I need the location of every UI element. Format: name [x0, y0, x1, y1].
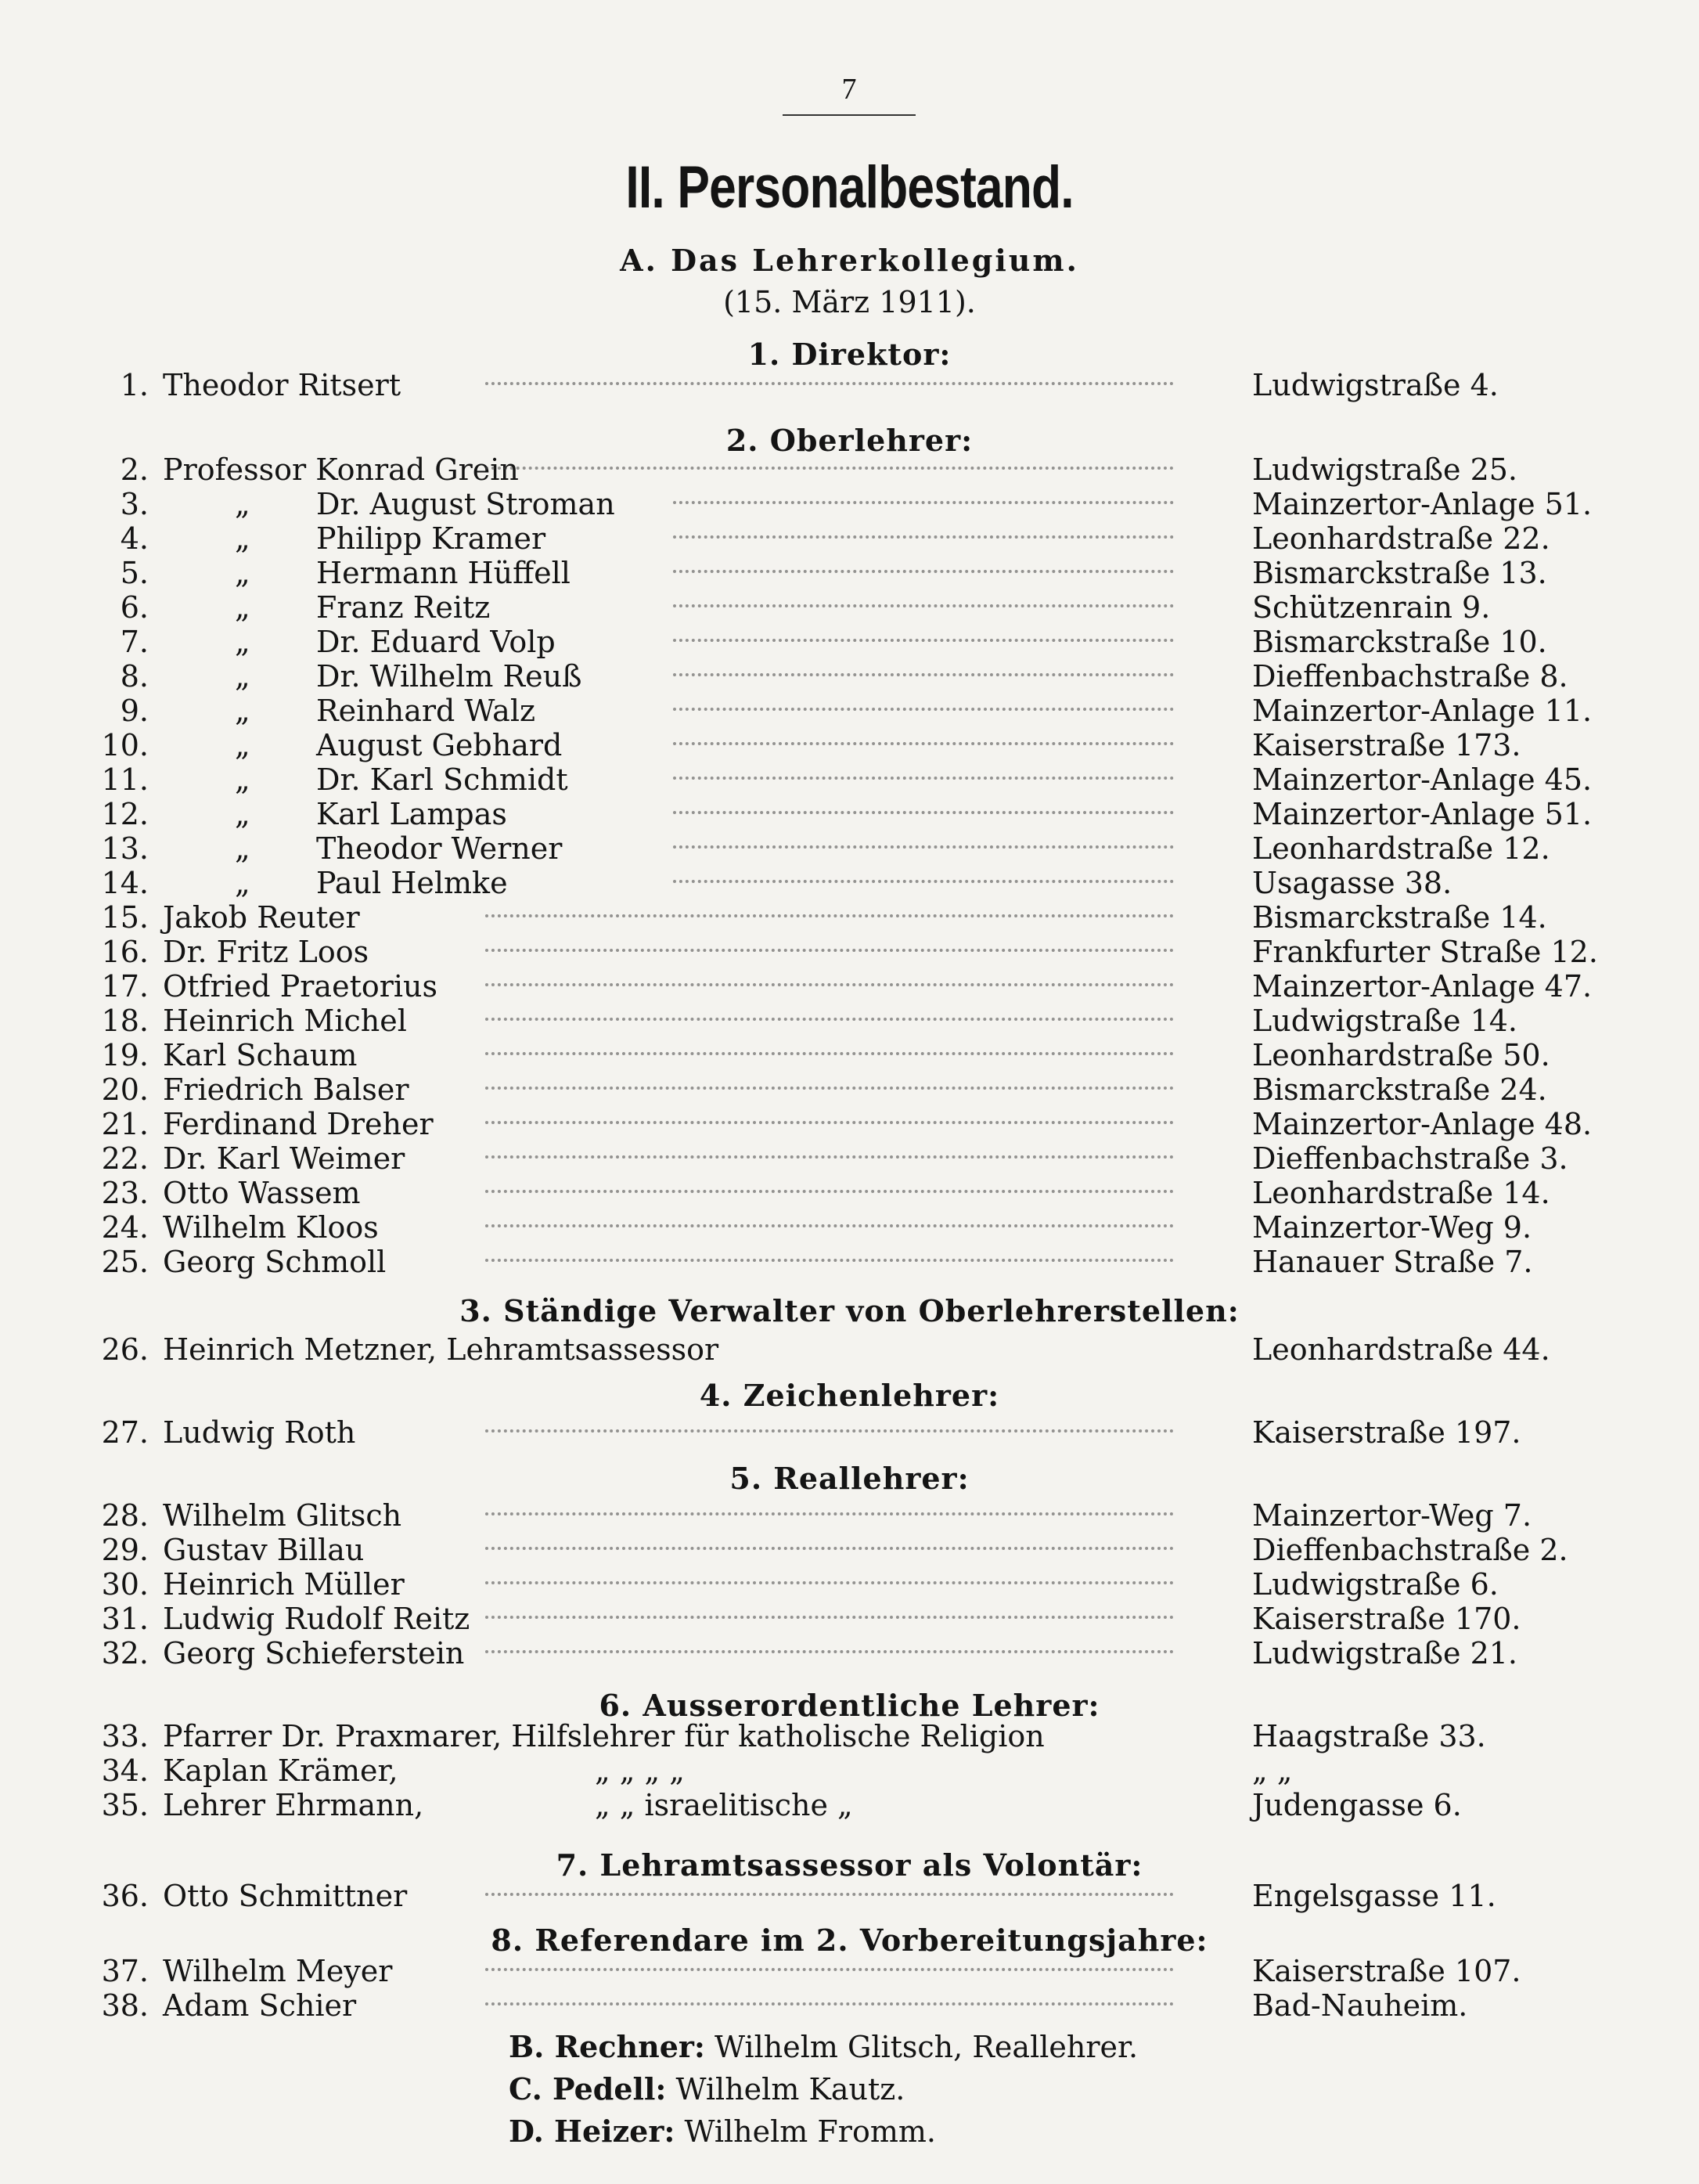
dot-leader	[673, 639, 1174, 642]
entry-address: Dieffenbachstraße 3.	[1252, 1141, 1568, 1176]
entry-name: Friedrich Balser	[163, 1072, 409, 1107]
entry-name: Philipp Kramer	[316, 521, 546, 556]
dot-leader	[485, 1893, 1174, 1896]
footer-line	[509, 2029, 1138, 2064]
entry-number: 26.	[101, 1332, 149, 1367]
roster-row	[0, 1567, 1699, 1602]
entry-name: Wilhelm Glitsch	[163, 1498, 402, 1533]
roster-row	[0, 900, 1699, 935]
dot-leader	[673, 535, 1174, 539]
roster-row	[0, 1072, 1699, 1107]
section-heading: 8. Referendare im 2. Vorbereitungsjahre:	[491, 1923, 1208, 1958]
entry-number: 35.	[101, 1788, 149, 1822]
entry-number: 15.	[101, 900, 149, 935]
entry-name: Professor Konrad Grein	[163, 452, 519, 487]
entry-name: Heinrich Michel	[163, 1004, 407, 1038]
roster-row	[0, 1788, 1699, 1822]
entry-number: 23.	[101, 1176, 149, 1210]
roster-row	[0, 935, 1699, 969]
ditto-mark: „	[235, 797, 250, 831]
entry-number: 10.	[101, 728, 149, 762]
entry-name: Otto Schmittner	[163, 1879, 408, 1913]
roster-row	[0, 1141, 1699, 1176]
dot-leader	[673, 570, 1174, 573]
roster-row	[0, 866, 1699, 900]
date-line: (15. März 1911).	[723, 285, 976, 319]
entry-name: Reinhard Walz	[316, 694, 536, 728]
dot-leader	[485, 1650, 1174, 1653]
roster-row	[0, 452, 1699, 487]
dot-leader	[485, 1968, 1174, 1971]
dot-leader	[485, 1616, 1174, 1619]
entry-name: Dr. Fritz Loos	[163, 935, 369, 969]
entry-number: 16.	[101, 935, 149, 969]
roster-row	[0, 1210, 1699, 1245]
page-number: 7	[841, 73, 857, 106]
roster-row	[0, 1332, 1699, 1367]
dot-leader	[485, 983, 1174, 986]
entry-number: 18.	[101, 1004, 149, 1038]
entry-address: Mainzertor-Anlage 51.	[1252, 487, 1593, 521]
entry-address: Mainzertor-Weg 7.	[1252, 1498, 1532, 1533]
entry-address: Kaiserstraße 173.	[1252, 728, 1521, 762]
roster-row	[0, 728, 1699, 762]
entry-address: Bad-Nauheim.	[1252, 1988, 1468, 2023]
entry-ditto-description: „ „ „ „	[595, 1753, 685, 1788]
roster-row	[0, 1988, 1699, 2023]
roster-row	[0, 1415, 1699, 1450]
section-heading: 3. Ständige Verwalter von Oberlehrerstellen:	[459, 1293, 1240, 1328]
entry-address: Schützenrain 9.	[1252, 590, 1491, 625]
section-a-title: A. Das Lehrerkollegium.	[620, 243, 1079, 278]
entry-number: 3.	[120, 487, 149, 521]
entry-name: Franz Reitz	[316, 590, 491, 625]
entry-number: 17.	[101, 969, 149, 1004]
entry-number: 8.	[120, 659, 149, 694]
entry-name: Adam Schier	[163, 1988, 357, 2023]
entry-address: Haagstraße 33.	[1252, 1719, 1486, 1753]
section-heading: 5. Reallehrer:	[729, 1461, 970, 1496]
entry-number: 24.	[101, 1210, 149, 1245]
entry-address: Bismarckstraße 14.	[1252, 900, 1547, 935]
entry-number: 32.	[101, 1636, 149, 1670]
entry-address: Leonhardstraße 14.	[1252, 1176, 1550, 1210]
ditto-mark: „	[235, 556, 250, 590]
entry-address: „ „	[1252, 1753, 1293, 1788]
entry-name: Theodor Ritsert	[163, 368, 401, 402]
entry-number: 5.	[120, 556, 149, 590]
entry-name: Heinrich Metzner, Lehramtsassessor	[163, 1332, 719, 1367]
roster-row	[0, 487, 1699, 521]
entry-name: Jakob Reuter	[163, 900, 360, 935]
entry-address: Bismarckstraße 10.	[1252, 625, 1547, 659]
entry-address: Kaiserstraße 107.	[1252, 1954, 1521, 1988]
ditto-mark: „	[235, 659, 250, 694]
entry-number: 19.	[101, 1038, 149, 1072]
footer-value: Wilhelm Fromm.	[684, 2114, 936, 2149]
footer-label: D. Heizer:	[509, 2114, 675, 2149]
entry-number: 33.	[101, 1719, 149, 1753]
entry-address: Kaiserstraße 197.	[1252, 1415, 1521, 1450]
dot-leader	[485, 1429, 1174, 1433]
entry-address: Mainzertor-Anlage 48.	[1252, 1107, 1593, 1141]
dot-leader	[485, 1259, 1174, 1262]
dot-leader	[485, 1547, 1174, 1550]
entry-name: Hermann Hüffell	[316, 556, 571, 590]
ditto-mark: „	[235, 762, 250, 797]
ditto-mark: „	[235, 866, 250, 900]
entry-number: 4.	[120, 521, 149, 556]
entry-name: Heinrich Müller	[163, 1567, 405, 1602]
section-heading: 6. Ausserordentliche Lehrer:	[599, 1688, 1100, 1723]
entry-number: 13.	[101, 831, 149, 866]
dot-leader	[485, 1190, 1174, 1193]
roster-row	[0, 625, 1699, 659]
entry-address: Ludwigstraße 21.	[1252, 1636, 1518, 1670]
dot-leader	[673, 777, 1174, 780]
footer-line	[509, 2071, 905, 2107]
dot-leader	[485, 1224, 1174, 1227]
entry-number: 27.	[101, 1415, 149, 1450]
dot-leader	[673, 708, 1174, 711]
roster-row	[0, 1038, 1699, 1072]
entry-name: Wilhelm Kloos	[163, 1210, 379, 1245]
dot-leader	[485, 2002, 1174, 2006]
roster-row	[0, 1004, 1699, 1038]
entry-address: Usagasse 38.	[1252, 866, 1452, 900]
entry-number: 38.	[101, 1988, 149, 2023]
entry-number: 28.	[101, 1498, 149, 1533]
entry-address: Frankfurter Straße 12.	[1252, 935, 1598, 969]
entry-number: 37.	[101, 1954, 149, 1988]
roster-row	[0, 1719, 1699, 1753]
entry-address: Ludwigstraße 25.	[1252, 452, 1518, 487]
ditto-mark: „	[235, 728, 250, 762]
entry-address: Leonhardstraße 22.	[1252, 521, 1550, 556]
entry-number: 7.	[120, 625, 149, 659]
section-heading: 4. Zeichenlehrer:	[699, 1378, 1000, 1413]
entry-name: Pfarrer Dr. Praxmarer, Hilfslehrer für katholische Religion	[163, 1719, 1045, 1753]
dot-leader	[673, 742, 1174, 745]
page-title: II. Personalbestand.	[625, 154, 1074, 221]
ditto-mark: „	[235, 590, 250, 625]
entry-number: 30.	[101, 1567, 149, 1602]
entry-address: Judengasse 6.	[1252, 1788, 1462, 1822]
dot-leader	[485, 1121, 1174, 1124]
dot-leader	[673, 501, 1174, 504]
entry-number: 36.	[101, 1879, 149, 1913]
entry-name: Otto Wassem	[163, 1176, 361, 1210]
entry-name: Dr. Karl Schmidt	[316, 762, 568, 797]
dot-leader	[673, 845, 1174, 849]
ditto-mark: „	[235, 831, 250, 866]
entry-name: Karl Schaum	[163, 1038, 358, 1072]
entry-name: Georg Schmoll	[163, 1245, 387, 1279]
ditto-mark: „	[235, 521, 250, 556]
roster-row	[0, 1107, 1699, 1141]
entry-name: Otfried Praetorius	[163, 969, 438, 1004]
entry-number: 31.	[101, 1602, 149, 1636]
roster-row	[0, 590, 1699, 625]
dot-leader	[485, 1155, 1174, 1159]
entry-name: Kaplan Krämer,	[163, 1753, 398, 1788]
entry-name: Dr. Karl Weimer	[163, 1141, 405, 1176]
entry-address: Ludwigstraße 4.	[1252, 368, 1499, 402]
roster-row	[0, 694, 1699, 728]
roster-row	[0, 762, 1699, 797]
entry-number: 21.	[101, 1107, 149, 1141]
entry-address: Bismarckstraße 24.	[1252, 1072, 1547, 1107]
entry-address: Ludwigstraße 14.	[1252, 1004, 1518, 1038]
entry-address: Mainzertor-Anlage 51.	[1252, 797, 1593, 831]
entry-address: Mainzertor-Anlage 45.	[1252, 762, 1593, 797]
ditto-mark: „	[235, 694, 250, 728]
entry-name: Ferdinand Dreher	[163, 1107, 434, 1141]
entry-name: Ludwig Roth	[163, 1415, 356, 1450]
entry-address: Mainzertor-Anlage 47.	[1252, 969, 1593, 1004]
dot-leader	[485, 949, 1174, 952]
roster-row	[0, 659, 1699, 694]
entry-number: 11.	[101, 762, 149, 797]
entry-address: Mainzertor-Anlage 11.	[1252, 694, 1593, 728]
page-number-rule	[783, 114, 916, 116]
entry-address: Leonhardstraße 12.	[1252, 831, 1550, 866]
roster-row	[0, 1954, 1699, 1988]
section-heading: 1. Direktor:	[747, 337, 952, 372]
roster-row	[0, 556, 1699, 590]
entry-name: Karl Lampas	[316, 797, 507, 831]
entry-number: 29.	[101, 1533, 149, 1567]
entry-ditto-description: „ „ israelitische „	[595, 1788, 853, 1822]
entry-name: August Gebhard	[316, 728, 563, 762]
roster-row	[0, 368, 1699, 402]
dot-leader	[673, 604, 1174, 607]
entry-name: Dr. Wilhelm Reuß	[316, 659, 582, 694]
entry-address: Mainzertor-Weg 9.	[1252, 1210, 1532, 1245]
entry-address: Hanauer Straße 7.	[1252, 1245, 1533, 1279]
roster-row	[0, 969, 1699, 1004]
entry-name: Theodor Werner	[316, 831, 563, 866]
entry-name: Lehrer Ehrmann,	[163, 1788, 424, 1822]
section-heading: 2. Oberlehrer:	[725, 423, 974, 458]
dot-leader	[485, 1087, 1174, 1090]
entry-name: Dr. August Stroman	[316, 487, 615, 521]
entry-address: Dieffenbachstraße 2.	[1252, 1533, 1568, 1567]
roster-row	[0, 1753, 1699, 1788]
roster-row	[0, 1636, 1699, 1670]
entry-number: 25.	[101, 1245, 149, 1279]
ditto-mark: „	[235, 625, 250, 659]
dot-leader	[485, 467, 1174, 470]
dot-leader	[485, 1052, 1174, 1055]
entry-name: Wilhelm Meyer	[163, 1954, 393, 1988]
entry-name: Georg Schieferstein	[163, 1636, 465, 1670]
entry-name: Paul Helmke	[316, 866, 508, 900]
ditto-mark: „	[235, 487, 250, 521]
roster-row	[0, 521, 1699, 556]
entry-address: Kaiserstraße 170.	[1252, 1602, 1521, 1636]
dot-leader	[673, 880, 1174, 883]
entry-address: Engelsgasse 11.	[1252, 1879, 1496, 1913]
roster-row	[0, 1879, 1699, 1913]
entry-number: 34.	[101, 1753, 149, 1788]
footer-value: Wilhelm Glitsch, Reallehrer.	[715, 2030, 1139, 2064]
entry-number: 1.	[120, 368, 149, 402]
dot-leader	[485, 1018, 1174, 1021]
entry-address: Leonhardstraße 44.	[1252, 1332, 1550, 1367]
roster-row	[0, 1602, 1699, 1636]
dot-leader	[485, 1512, 1174, 1515]
entry-number: 6.	[120, 590, 149, 625]
dot-leader	[673, 673, 1174, 676]
roster-row	[0, 831, 1699, 866]
entry-name: Dr. Eduard Volp	[316, 625, 556, 659]
entry-number: 20.	[101, 1072, 149, 1107]
entry-number: 2.	[120, 452, 149, 487]
entry-number: 12.	[101, 797, 149, 831]
dot-leader	[485, 1581, 1174, 1584]
footer-line	[509, 2114, 936, 2149]
roster-row	[0, 1498, 1699, 1533]
entry-address: Leonhardstraße 50.	[1252, 1038, 1550, 1072]
footer-label: C. Pedell:	[509, 2071, 667, 2107]
entry-name: Gustav Billau	[163, 1533, 365, 1567]
entry-address: Dieffenbachstraße 8.	[1252, 659, 1568, 694]
roster-row	[0, 1533, 1699, 1567]
dot-leader	[673, 811, 1174, 814]
entry-address: Bismarckstraße 13.	[1252, 556, 1547, 590]
entry-address: Ludwigstraße 6.	[1252, 1567, 1499, 1602]
entry-number: 14.	[101, 866, 149, 900]
footer-label: B. Rechner:	[509, 2029, 705, 2064]
roster-row	[0, 1245, 1699, 1279]
entry-number: 22.	[101, 1141, 149, 1176]
entry-name: Ludwig Rudolf Reitz	[163, 1602, 470, 1636]
section-heading: 7. Lehramtsassessor als Volontär:	[556, 1847, 1143, 1883]
dot-leader	[485, 382, 1174, 385]
dot-leader	[485, 914, 1174, 917]
roster-row	[0, 1176, 1699, 1210]
entry-number: 9.	[120, 694, 149, 728]
roster-row	[0, 797, 1699, 831]
footer-value: Wilhelm Kautz.	[675, 2072, 905, 2107]
